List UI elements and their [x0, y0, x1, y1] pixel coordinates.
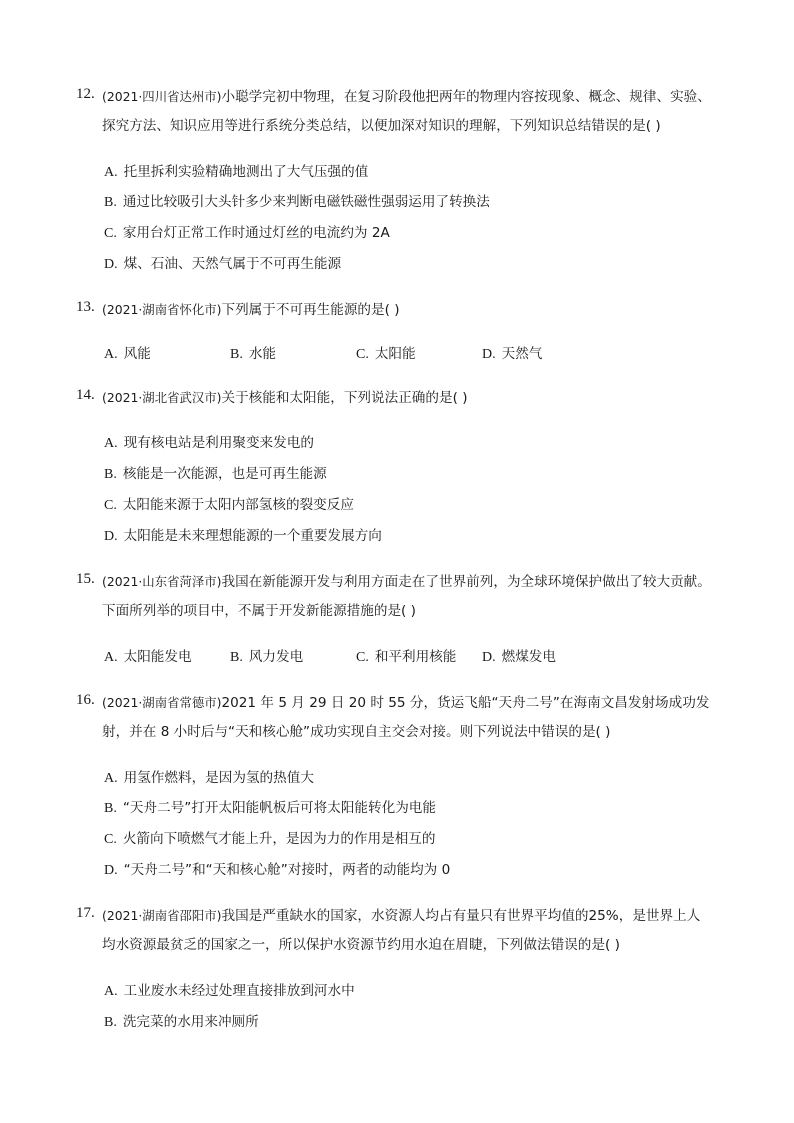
option-c: C. 太阳能	[356, 346, 416, 362]
option-d: D. “天舟二号”和“天和核心舱”对接时，两者的动能均为 0	[104, 862, 451, 878]
question-stem-line1	[102, 85, 711, 105]
question-source: (2021·湖南省邵阳市)	[102, 908, 222, 923]
question-number: 12.	[76, 86, 95, 102]
option-a: A. 工业废水未经过处理直接排放到河水中	[104, 983, 355, 999]
option-a: A. 现有核电站是利用聚变来发电的	[104, 435, 314, 451]
option-a: A. 风能	[104, 346, 151, 362]
question-source: (2021·湖南省常德市)	[102, 695, 222, 710]
option-a: A. 托里拆利实验精确地测出了大气压强的值	[104, 164, 369, 180]
question-number: 13.	[76, 299, 95, 315]
option-b: B. “天舟二号”打开太阳能帆板后可将太阳能转化为电能	[104, 800, 436, 816]
question-text: 小聪学完初中物理，在复习阶段他把两年的物理内容按现象、概念、规律、实验、	[221, 89, 711, 105]
question-stem-line1	[102, 570, 711, 590]
question-text: 我国是严重缺水的国家，水资源人均占有量只有世界平均值的25%，是世界上人	[221, 908, 701, 924]
question-stem-line1	[102, 904, 700, 924]
option-d: D. 天然气	[482, 346, 543, 362]
question-source: (2021·湖北省武汉市)	[102, 390, 222, 405]
question-number: 17.	[76, 905, 95, 921]
question-stem-line2: 下面所列举的项目中，不属于开发新能源措施的是( )	[102, 603, 416, 619]
question-text: 我国在新能源开发与利用方面走在了世界前列，为全球环境保护做出了较大贡献。	[221, 574, 711, 590]
option-c: C. 家用台灯正常工作时通过灯丝的电流约为 2A	[104, 225, 390, 241]
question-text: 2021 年 5 月 29 日 20 时 55 分，货运飞船“天舟二号”在海南文昌发射场成功发	[221, 695, 710, 711]
question-number: 16.	[76, 692, 95, 708]
option-c: C. 火箭向下喷燃气才能上升，是因为力的作用是相互的	[104, 831, 436, 847]
option-d: D. 煤、石油、天然气属于不可再生能源	[104, 256, 342, 272]
option-d: D. 燃煤发电	[482, 649, 556, 665]
option-b: B. 核能是一次能源，也是可再生能源	[104, 466, 327, 482]
option-c: C. 太阳能来源于太阳内部氢核的裂变反应	[104, 497, 354, 513]
question-text: 下列属于不可再生能源的是( )	[221, 302, 400, 318]
option-c: C. 和平利用核能	[356, 649, 457, 665]
option-d: D. 太阳能是未来理想能源的一个重要发展方向	[104, 528, 382, 544]
option-b: B. 洗完菜的水用来冲厕所	[104, 1014, 259, 1030]
option-b: B. 通过比较吸引大头针多少来判断电磁铁磁性强弱运用了转换法	[104, 194, 490, 210]
question-stem-line1	[102, 386, 468, 406]
question-source: (2021·四川省达州市)	[102, 89, 222, 104]
question-stem-line1	[102, 691, 709, 711]
question-text: 关于核能和太阳能，下列说法正确的是( )	[221, 390, 468, 406]
question-source: (2021·湖南省怀化市)	[102, 302, 222, 317]
option-b: B. 水能	[230, 346, 277, 362]
question-number: 15.	[76, 571, 95, 587]
question-stem-line2: 探究方法、知识应用等进行系统分类总结，以便加深对知识的理解，下列知识总结错误的是( )	[102, 118, 661, 134]
question-stem-line2: 均水资源最贫乏的国家之一，所以保护水资源节约用水迫在眉睫，下列做法错误的是( )	[102, 937, 620, 953]
question-stem-line1	[102, 298, 400, 318]
question-stem-line2: 射，并在 8 小时后与“天和核心舱”成功实现自主交会对接。则下列说法中错误的是( )	[102, 724, 611, 740]
question-number: 14.	[76, 387, 95, 403]
option-a: A. 用氢作燃料，是因为氢的热值大	[104, 770, 314, 786]
option-b: B. 风力发电	[230, 649, 304, 665]
option-a: A. 太阳能发电	[104, 649, 192, 665]
question-source: (2021·山东省菏泽市)	[102, 574, 222, 589]
